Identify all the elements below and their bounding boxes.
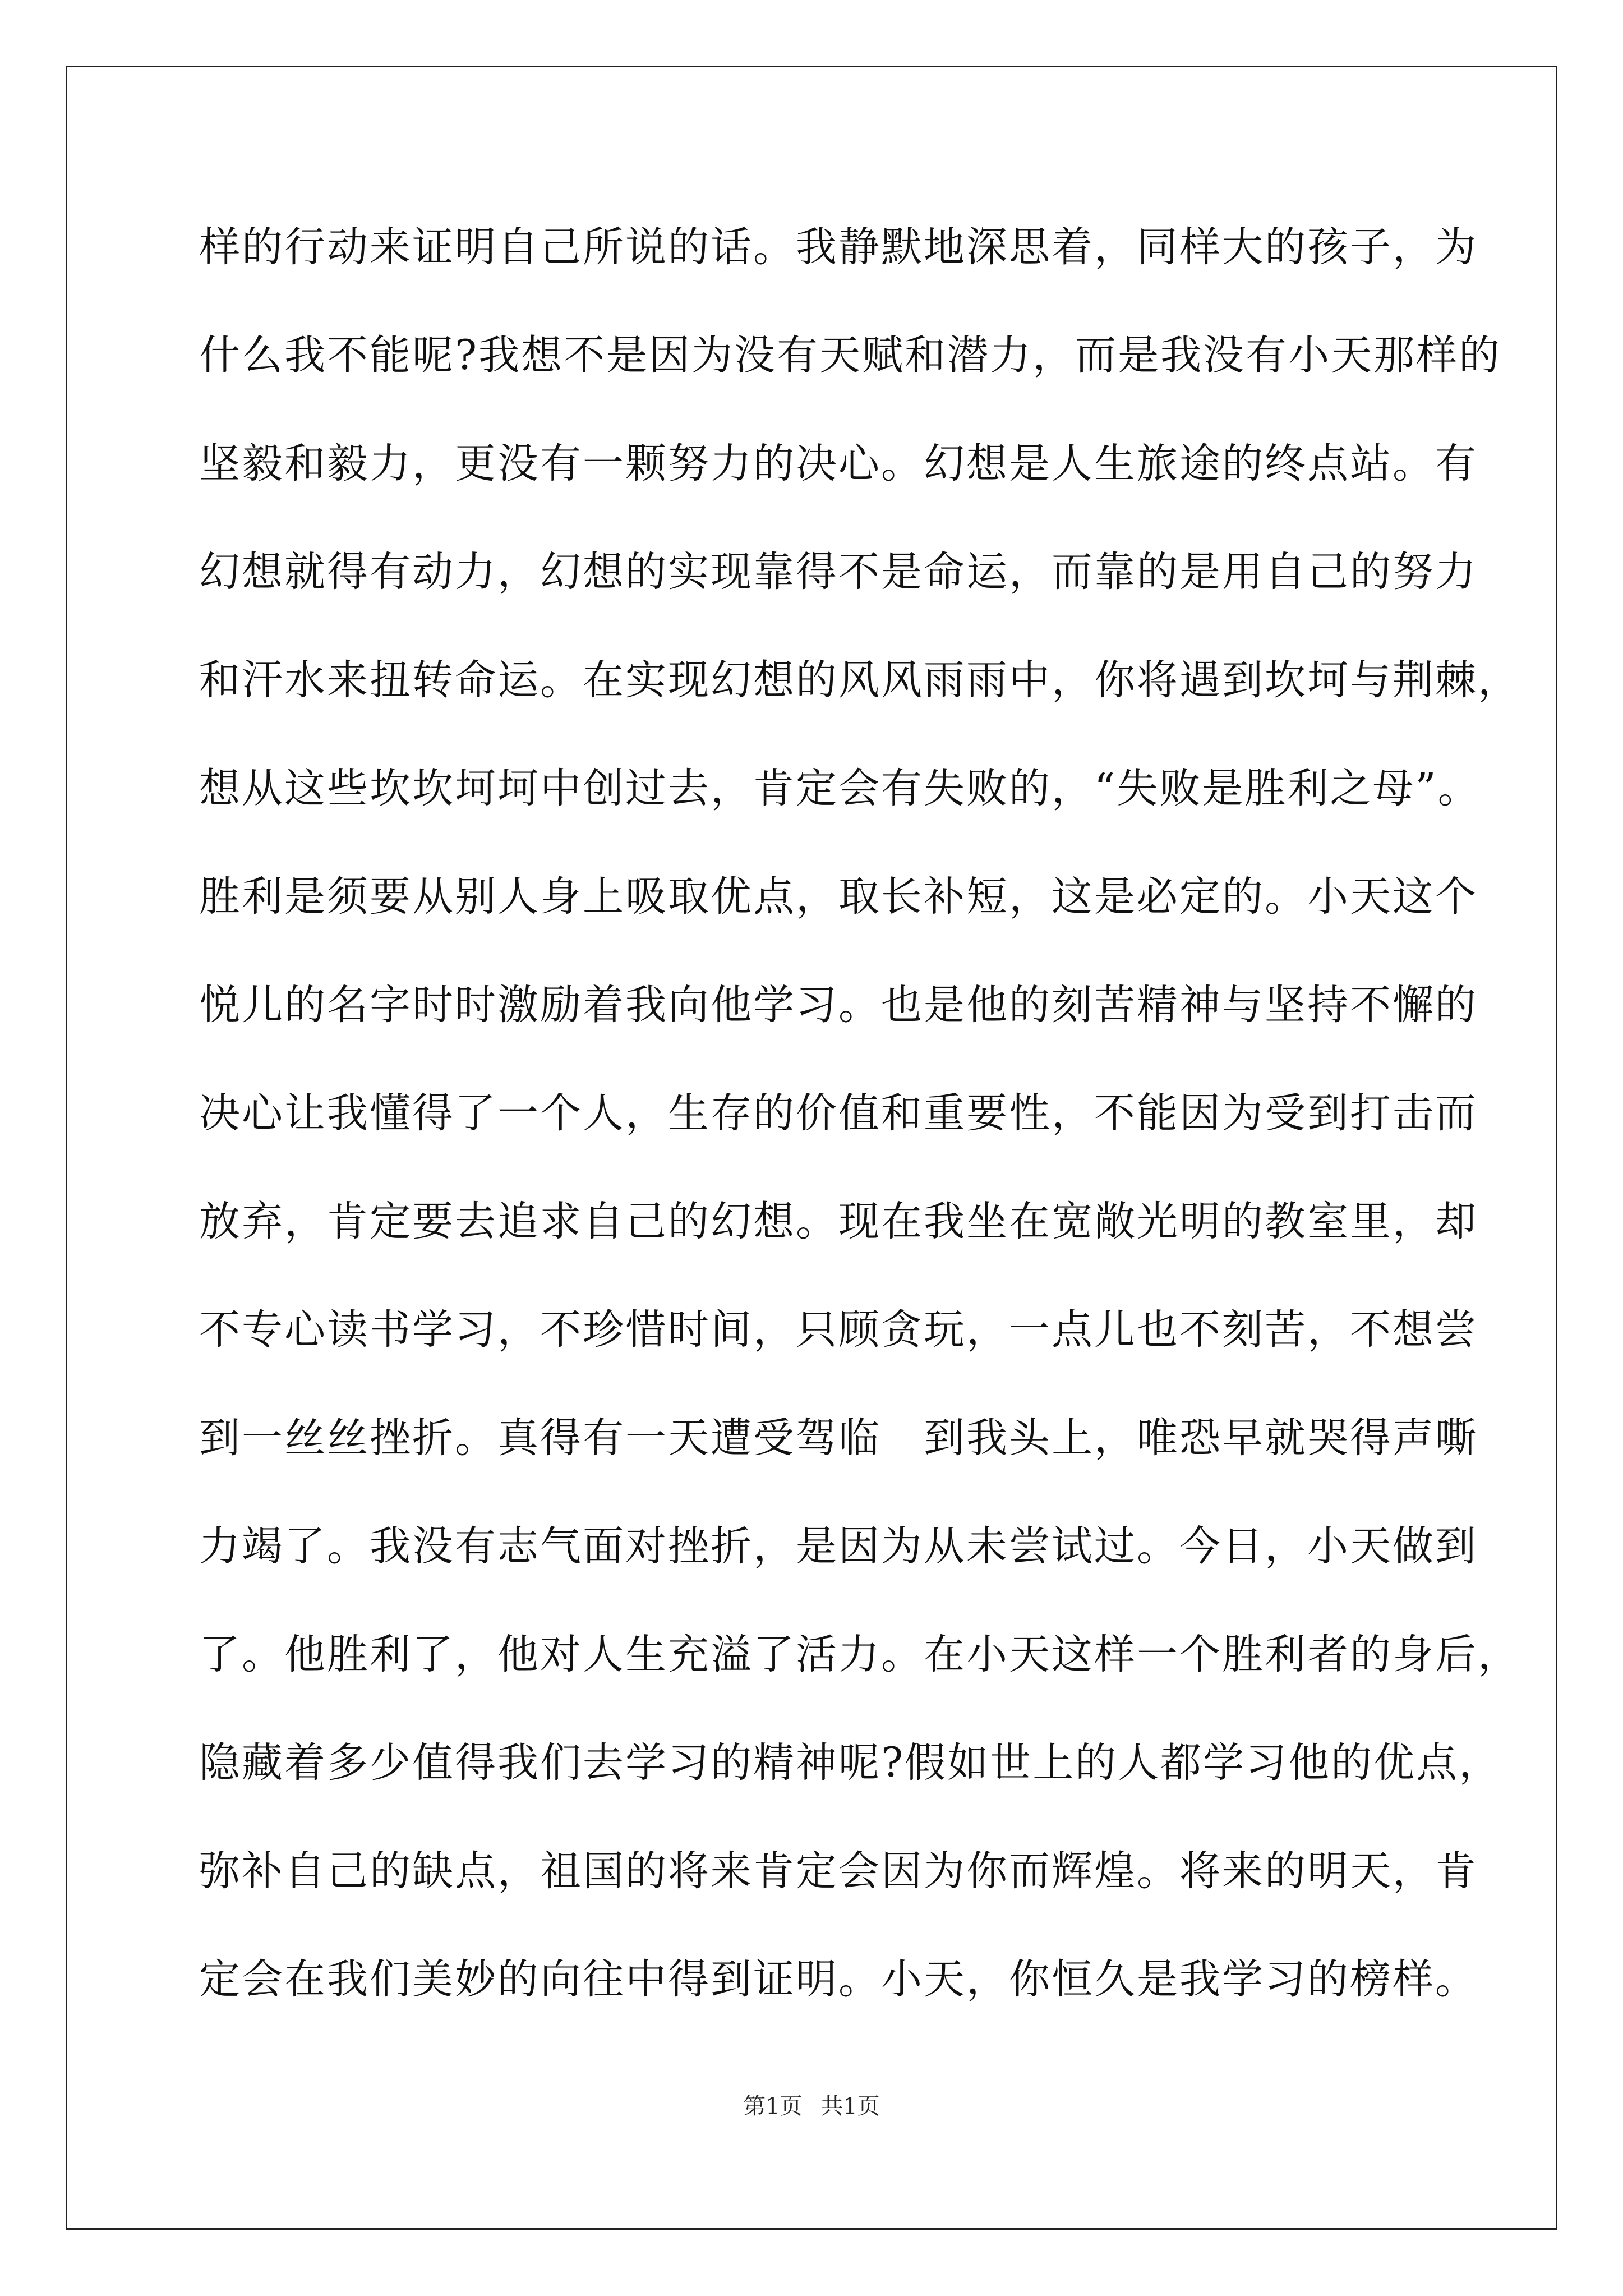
text-line: 样的行动来证明自己所说的话。我静默地深思着，同样大的孩子，为 — [199, 223, 1478, 271]
text-line: 决心让我懂得了一个人，生存的价值和重要性，不能因为受到打击而 — [199, 1089, 1478, 1137]
text-line: 坚毅和毅力，更没有一颗努力的决心。幻想是人生旅途的终点站。有 — [199, 440, 1478, 487]
text-line: 幻想就得有动力，幻想的实现靠得不是命运，而靠的是用自己的努力 — [199, 548, 1478, 596]
page-number-current: 第1页 — [743, 2093, 803, 2119]
text-line: 胜利是须要从别人身上吸取优点，取长补短，这是必定的。小天这个 — [199, 873, 1478, 921]
text-line: 力竭了。我没有志气面对挫折，是因为从未尝试过。今日，小天做到 — [199, 1522, 1478, 1570]
page-number-total: 共1页 — [820, 2093, 880, 2119]
text-line: 到一丝丝挫折。真得有一天遭受驾临 到我头上，唯恐早就哭得声嘶 — [199, 1414, 1478, 1462]
text-line: 放弃，肯定要去追求自己的幻想。现在我坐在宽敞光明的教室里，却 — [199, 1198, 1478, 1245]
text-line: 什么我不能呢?我想不是因为没有天赋和潜力，而是我没有小天那样的 — [199, 332, 1502, 379]
page-footer — [0, 2090, 1623, 2123]
text-line: 定会在我们美妙的向往中得到证明。小天，你恒久是我学习的榜样。 — [199, 1955, 1478, 2003]
text-line: 了。他胜利了，他对人生充溢了活力。在小天这样一个胜利者的身后， — [199, 1631, 1520, 1678]
text-line: 隐藏着多少值得我们去学习的精神呢?假如世上的人都学习他的优点， — [199, 1739, 1502, 1787]
text-line: 和汗水来扭转命运。在实现幻想的风风雨雨中，你将遇到坎坷与荆棘， — [199, 656, 1520, 704]
document-body — [199, 216, 1520, 2056]
text-line: 想从这些坎坎坷坷中创过去，肯定会有失败的，“失败是胜利之母”。 — [199, 765, 1481, 812]
text-line: 弥补自己的缺点，祖国的将来肯定会因为你而辉煌。将来的明天，肯 — [199, 1847, 1478, 1895]
text-line: 悦儿的名字时时激励着我向他学习。也是他的刻苦精神与坚持不懈的 — [199, 981, 1478, 1029]
text-line: 不专心读书学习，不珍惜时间，只顾贪玩，一点儿也不刻苦，不想尝 — [199, 1306, 1478, 1354]
